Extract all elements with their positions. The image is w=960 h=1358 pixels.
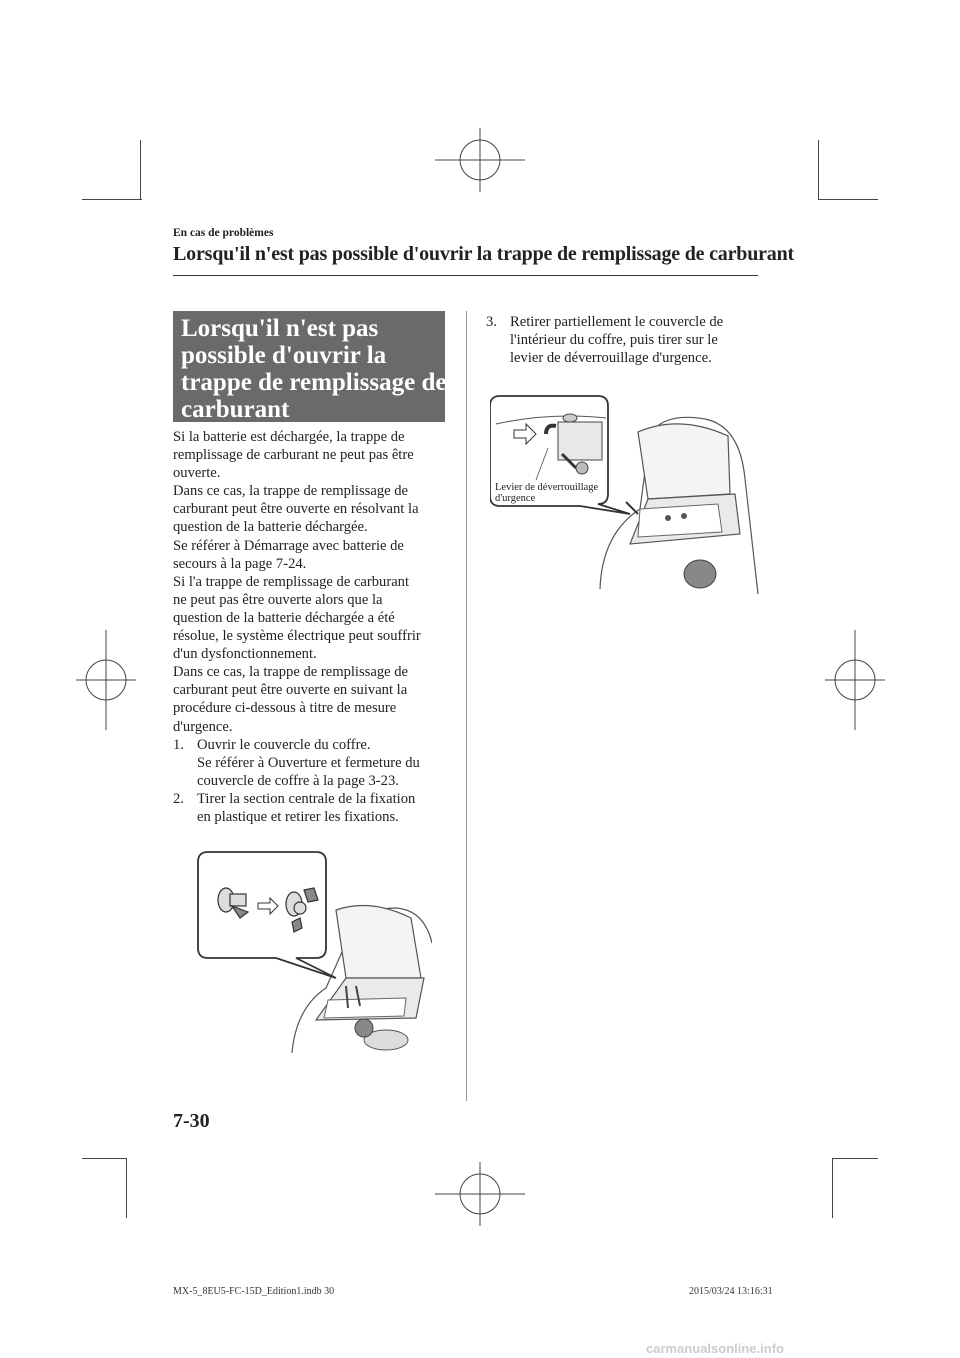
- section-title-box: [173, 311, 445, 422]
- step-item: [173, 736, 463, 790]
- section-label: En cas de problèmes: [173, 227, 274, 239]
- step-number: 1.: [173, 737, 184, 753]
- step-line: l'intérieur du coffre, puis tirer sur le: [510, 332, 718, 349]
- step-number: 3.: [486, 314, 497, 330]
- registration-mark-right: [825, 630, 885, 730]
- registration-mark-bottom: [430, 1162, 530, 1226]
- column-divider: [466, 311, 467, 1101]
- steps-left: [173, 736, 463, 826]
- clip-removal-illustration: [196, 848, 432, 1058]
- step-line: en plastique et retirer les fixations.: [197, 809, 399, 826]
- registration-mark-top: [430, 128, 530, 192]
- step-line: Tirer la section centrale de la fixation: [197, 791, 416, 808]
- body-line: remplissage de carburant ne peut pas être: [173, 447, 414, 464]
- title-line: trappe de remplissage de: [181, 369, 447, 396]
- step-item: [486, 313, 776, 367]
- body-line: ouverte.: [173, 465, 221, 482]
- step-line: Retirer partiellement le couvercle de: [510, 314, 724, 330]
- body-line: résolue, le système électrique peut souffrir: [173, 628, 421, 645]
- body-line: ne peut pas être ouverte alors que la: [173, 591, 383, 608]
- body-line: Si l'a trappe de remplissage de carburant: [173, 573, 410, 590]
- lever-label: Levier de déverrouillage d'urgence: [495, 482, 599, 504]
- body-line: Dans ce cas, la trappe de remplissage de: [173, 664, 409, 681]
- title-line: carburant: [181, 396, 290, 423]
- body-line: Si la batterie est déchargée, la trappe de: [173, 429, 405, 445]
- footer-timestamp: 2015/03/24 13:16:31: [689, 1286, 773, 1297]
- body-line: carburant peut être ouverte en résolvant la: [173, 501, 419, 518]
- body-line: procédure ci-dessous à titre de mesure: [173, 700, 397, 717]
- body-line: Dans ce cas, la trappe de remplissage de: [173, 483, 409, 500]
- title-line: Lorsqu'il n'est pas: [181, 315, 379, 342]
- title-line: possible d'ouvrir la: [181, 342, 387, 369]
- body-line: d'un dysfonctionnement.: [173, 646, 317, 663]
- step-item: [173, 790, 463, 826]
- header-rule: [173, 275, 758, 276]
- body-line: secours à la page 7-24.: [173, 555, 307, 572]
- step-line: Se référer à Ouverture et fermeture du: [197, 755, 420, 772]
- body-line: carburant peut être ouverte en suivant la: [173, 682, 408, 699]
- step-line: couvercle de coffre à la page 3-23.: [197, 773, 399, 790]
- body-line: Se référer à Démarrage avec batterie de: [173, 537, 404, 554]
- step-line: Ouvrir le couvercle du coffre.: [197, 737, 371, 753]
- step-number: 2.: [173, 791, 184, 808]
- body-line: question de la batterie déchargée.: [173, 519, 368, 536]
- step-line: levier de déverrouillage d'urgence.: [510, 350, 712, 367]
- body-text: [173, 428, 453, 736]
- watermark: carmanualsonline.info: [646, 1341, 784, 1356]
- body-line: question de la batterie déchargée a été: [173, 609, 395, 626]
- registration-mark-left: [76, 630, 136, 730]
- body-line: d'urgence.: [173, 718, 233, 735]
- page-number: 7-30: [173, 1110, 210, 1132]
- footer-file: MX-5_8EU5-FC-15D_Edition1.indb 30: [173, 1286, 335, 1297]
- page-header: Lorsqu'il n'est pas possible d'ouvrir la trappe de remplissage de carburant: [173, 243, 794, 265]
- steps-right: [486, 313, 776, 367]
